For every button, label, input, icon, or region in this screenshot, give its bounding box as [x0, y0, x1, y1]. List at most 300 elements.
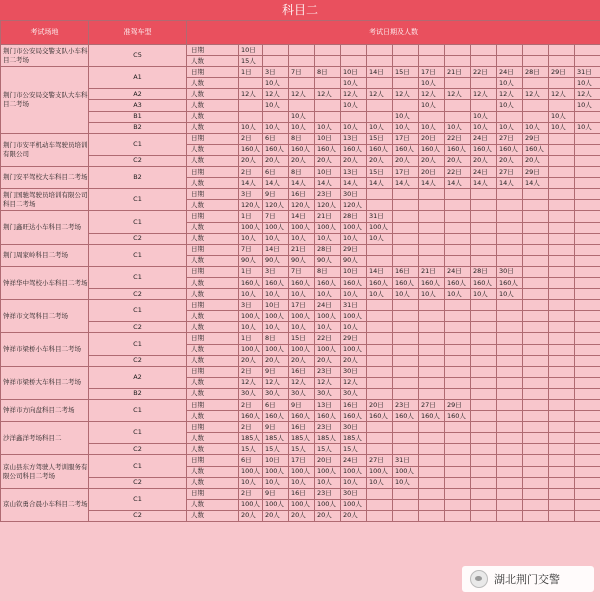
label-date: 日期	[187, 133, 239, 144]
date-cell	[367, 488, 393, 499]
count-cell: 15人	[289, 444, 315, 455]
label-people: 人数	[187, 411, 239, 422]
date-cell	[549, 133, 575, 144]
count-cell	[445, 100, 471, 111]
date-cell	[367, 244, 393, 255]
date-cell	[497, 400, 523, 411]
count-cell	[393, 322, 419, 333]
count-cell	[393, 100, 419, 111]
count-cell	[393, 233, 419, 244]
count-cell	[497, 477, 523, 488]
label-people: 人数	[187, 89, 239, 100]
count-cell: 20人	[315, 155, 341, 166]
date-cell: 3日	[239, 300, 263, 311]
car-type: C2	[89, 355, 187, 366]
date-cell: 6日	[263, 167, 289, 178]
date-cell: 1日	[239, 67, 263, 78]
date-cell: 24日	[445, 266, 471, 277]
count-cell	[393, 388, 419, 399]
count-cell: 10人	[315, 322, 341, 333]
date-cell	[445, 45, 471, 56]
count-cell	[549, 510, 575, 521]
count-cell: 100人	[239, 499, 263, 510]
date-cell: 23日	[393, 400, 419, 411]
count-cell	[393, 499, 419, 510]
label-people: 人数	[187, 388, 239, 399]
date-cell	[393, 422, 419, 433]
count-cell: 10人	[393, 122, 419, 133]
count-cell: 12人	[393, 89, 419, 100]
count-cell: 160人	[445, 277, 471, 288]
date-cell: 24日	[471, 167, 497, 178]
count-cell: 10人	[575, 78, 600, 89]
car-type: A2	[89, 366, 187, 388]
date-cell	[419, 45, 445, 56]
car-type: C1	[89, 400, 187, 422]
date-cell	[497, 244, 523, 255]
date-cell: 30日	[341, 189, 367, 200]
date-cell: 9日	[263, 189, 289, 200]
date-cell: 22日	[445, 167, 471, 178]
count-cell	[497, 377, 523, 388]
date-cell: 16日	[289, 189, 315, 200]
car-type: C2	[89, 322, 187, 333]
count-cell	[575, 322, 600, 333]
date-cell: 15日	[367, 133, 393, 144]
count-cell: 160人	[393, 411, 419, 422]
date-cell	[445, 300, 471, 311]
count-cell	[549, 411, 575, 422]
count-cell	[471, 100, 497, 111]
count-cell: 100人	[367, 466, 393, 477]
count-cell	[523, 322, 549, 333]
count-cell	[393, 377, 419, 388]
count-cell: 100人	[315, 222, 341, 233]
date-cell	[549, 189, 575, 200]
count-cell: 160人	[497, 144, 523, 155]
date-row	[1, 133, 600, 144]
date-cell	[445, 244, 471, 255]
count-cell	[523, 255, 549, 266]
date-cell: 10日	[341, 266, 367, 277]
date-cell: 27日	[497, 133, 523, 144]
count-cell: 10人	[289, 477, 315, 488]
count-cell	[497, 322, 523, 333]
people-row	[1, 111, 600, 122]
count-cell: 160人	[471, 144, 497, 155]
count-cell: 30人	[263, 388, 289, 399]
people-row	[1, 322, 600, 333]
label-people: 人数	[187, 444, 239, 455]
count-cell: 20人	[263, 155, 289, 166]
count-cell: 15人	[315, 444, 341, 455]
count-cell	[367, 433, 393, 444]
count-cell: 20人	[497, 155, 523, 166]
label-people: 人数	[187, 355, 239, 366]
count-cell: 160人	[367, 411, 393, 422]
count-cell: 120人	[315, 200, 341, 211]
date-cell	[497, 211, 523, 222]
count-cell	[445, 388, 471, 399]
wechat-icon	[470, 570, 488, 588]
count-cell: 160人	[445, 411, 471, 422]
date-cell	[263, 45, 289, 56]
count-cell	[549, 144, 575, 155]
count-cell	[523, 311, 549, 322]
count-cell	[471, 510, 497, 521]
count-cell	[419, 355, 445, 366]
count-cell	[575, 111, 600, 122]
count-cell: 160人	[315, 277, 341, 288]
car-type: C1	[89, 333, 187, 355]
car-type: C1	[89, 422, 187, 444]
date-cell: 23日	[315, 422, 341, 433]
count-cell: 20人	[341, 155, 367, 166]
exam-site-name: 钟祥市梁桥小车科目二考场	[1, 333, 89, 366]
date-cell: 8日	[289, 133, 315, 144]
count-cell: 160人	[393, 277, 419, 288]
count-cell: 10人	[263, 122, 289, 133]
date-row	[1, 400, 600, 411]
count-cell: 10人	[367, 122, 393, 133]
count-cell: 160人	[263, 144, 289, 155]
count-cell	[523, 222, 549, 233]
date-cell	[523, 266, 549, 277]
date-cell	[549, 455, 575, 466]
car-type: C2	[89, 444, 187, 455]
count-cell	[549, 289, 575, 300]
label-people: 人数	[187, 111, 239, 122]
count-cell: 100人	[263, 499, 289, 510]
exam-site-name: 荆门鑫旺达小车科目二考场	[1, 211, 89, 244]
exam-site-name: 荆门市公安局交警支队大车科目二考场	[1, 67, 89, 134]
date-cell: 2日	[239, 366, 263, 377]
date-cell	[393, 211, 419, 222]
date-cell	[523, 422, 549, 433]
label-people: 人数	[187, 499, 239, 510]
date-row	[1, 333, 600, 344]
count-cell: 100人	[289, 311, 315, 322]
exam-site-name: 钟祥市梁桥大车科目二考场	[1, 366, 89, 399]
count-cell: 20人	[523, 155, 549, 166]
count-cell: 12人	[549, 89, 575, 100]
count-cell	[575, 477, 600, 488]
date-cell: 2日	[239, 488, 263, 499]
count-cell	[367, 322, 393, 333]
count-cell: 20人	[239, 510, 263, 521]
count-cell	[575, 56, 600, 67]
count-cell	[445, 78, 471, 89]
watermark	[462, 566, 594, 592]
count-cell: 160人	[419, 277, 445, 288]
date-cell	[419, 211, 445, 222]
count-cell: 10人	[575, 100, 600, 111]
date-cell: 8日	[315, 266, 341, 277]
count-cell	[523, 277, 549, 288]
count-cell	[549, 277, 575, 288]
date-cell: 13日	[315, 400, 341, 411]
date-cell: 9日	[263, 422, 289, 433]
date-cell: 20日	[419, 133, 445, 144]
count-cell: 20人	[367, 155, 393, 166]
count-cell	[419, 477, 445, 488]
count-cell: 12人	[263, 89, 289, 100]
count-cell: 10人	[263, 322, 289, 333]
date-cell: 16日	[289, 488, 315, 499]
date-cell: 21日	[445, 67, 471, 78]
count-cell	[549, 477, 575, 488]
label-date: 日期	[187, 266, 239, 277]
count-cell: 100人	[315, 499, 341, 510]
count-cell: 10人	[289, 122, 315, 133]
date-cell: 31日	[341, 300, 367, 311]
car-type: C2	[89, 233, 187, 244]
count-cell	[471, 444, 497, 455]
header-car-type: 准驾车型	[89, 21, 187, 45]
date-cell	[419, 422, 445, 433]
count-cell: 14人	[497, 178, 523, 189]
count-cell: 160人	[315, 144, 341, 155]
count-cell: 15人	[239, 444, 263, 455]
date-cell: 22日	[315, 333, 341, 344]
count-cell: 14人	[289, 178, 315, 189]
count-cell: 10人	[289, 233, 315, 244]
car-type: C5	[89, 45, 187, 67]
date-cell	[289, 45, 315, 56]
date-cell: 29日	[341, 244, 367, 255]
date-cell: 30日	[341, 488, 367, 499]
count-cell	[315, 100, 341, 111]
label-people: 人数	[187, 277, 239, 288]
count-cell: 12人	[289, 377, 315, 388]
count-cell	[575, 433, 600, 444]
count-cell	[549, 255, 575, 266]
count-cell	[523, 233, 549, 244]
people-row	[1, 100, 600, 111]
count-cell	[289, 56, 315, 67]
count-cell: 160人	[341, 277, 367, 288]
car-type: B1	[89, 111, 187, 122]
date-cell: 2日	[239, 422, 263, 433]
count-cell: 10人	[575, 122, 600, 133]
count-cell	[471, 411, 497, 422]
count-cell: 10人	[497, 78, 523, 89]
count-cell: 12人	[341, 89, 367, 100]
label-people: 人数	[187, 255, 239, 266]
count-cell	[239, 111, 263, 122]
exam-site-name: 荆门市安平机动车驾驶员培训有限公司	[1, 133, 89, 166]
count-cell: 10人	[239, 322, 263, 333]
date-cell: 16日	[289, 366, 315, 377]
count-cell	[549, 178, 575, 189]
date-cell: 21日	[315, 211, 341, 222]
count-cell: 14人	[341, 178, 367, 189]
label-date: 日期	[187, 488, 239, 499]
label-date: 日期	[187, 333, 239, 344]
count-cell	[523, 411, 549, 422]
count-cell: 20人	[341, 355, 367, 366]
date-cell: 15日	[289, 333, 315, 344]
date-cell	[575, 300, 600, 311]
count-cell	[471, 311, 497, 322]
count-cell: 12人	[419, 89, 445, 100]
date-cell: 31日	[575, 67, 600, 78]
date-cell: 1日	[239, 211, 263, 222]
people-row	[1, 477, 600, 488]
count-cell: 90人	[341, 255, 367, 266]
count-cell	[549, 56, 575, 67]
count-cell	[445, 233, 471, 244]
label-date: 日期	[187, 400, 239, 411]
count-cell	[575, 377, 600, 388]
count-cell: 14人	[367, 178, 393, 189]
count-cell: 100人	[367, 222, 393, 233]
car-type: A3	[89, 100, 187, 111]
date-cell: 7日	[239, 244, 263, 255]
date-cell	[575, 422, 600, 433]
count-cell	[445, 377, 471, 388]
date-row	[1, 167, 600, 178]
watermark-text: 湖北荆门交警	[494, 573, 560, 586]
count-cell	[471, 322, 497, 333]
car-type: A2	[89, 89, 187, 100]
people-row	[1, 122, 600, 133]
date-cell	[445, 455, 471, 466]
count-cell: 14人	[445, 178, 471, 189]
count-cell: 10人	[497, 100, 523, 111]
label-date: 日期	[187, 189, 239, 200]
count-cell: 10人	[471, 122, 497, 133]
date-cell: 13日	[341, 133, 367, 144]
date-row	[1, 455, 600, 466]
exam-site-name: 荆门国驰驾驶员培训有限公司科目二考场	[1, 189, 89, 211]
count-cell: 160人	[239, 411, 263, 422]
count-cell: 10人	[239, 477, 263, 488]
date-cell: 29日	[523, 167, 549, 178]
date-cell: 3日	[263, 266, 289, 277]
people-row	[1, 89, 600, 100]
count-cell	[497, 355, 523, 366]
date-cell: 22日	[471, 67, 497, 78]
count-cell	[367, 355, 393, 366]
date-cell: 17日	[289, 455, 315, 466]
date-cell	[575, 266, 600, 277]
date-cell	[471, 244, 497, 255]
count-cell	[367, 78, 393, 89]
date-cell: 6日	[239, 455, 263, 466]
count-cell: 10人	[289, 322, 315, 333]
count-cell	[471, 477, 497, 488]
count-cell: 120人	[341, 200, 367, 211]
label-date: 日期	[187, 211, 239, 222]
date-cell	[549, 244, 575, 255]
count-cell: 14人	[471, 178, 497, 189]
count-cell: 100人	[341, 222, 367, 233]
people-row	[1, 289, 600, 300]
count-cell: 10人	[289, 289, 315, 300]
count-cell	[523, 433, 549, 444]
car-type: C2	[89, 510, 187, 521]
date-cell: 7日	[263, 211, 289, 222]
count-cell	[367, 56, 393, 67]
date-cell: 24日	[341, 455, 367, 466]
count-cell	[367, 311, 393, 322]
date-cell	[549, 422, 575, 433]
date-cell	[497, 333, 523, 344]
date-cell: 9日	[263, 488, 289, 499]
date-cell: 8日	[315, 67, 341, 78]
count-cell: 100人	[341, 344, 367, 355]
count-cell: 100人	[341, 499, 367, 510]
count-cell: 10人	[393, 111, 419, 122]
count-cell: 10人	[419, 289, 445, 300]
date-cell	[523, 300, 549, 311]
count-cell: 10人	[471, 289, 497, 300]
count-cell	[419, 388, 445, 399]
car-type: C1	[89, 266, 187, 288]
date-cell	[575, 488, 600, 499]
count-cell	[523, 388, 549, 399]
count-cell	[445, 322, 471, 333]
count-cell: 10人	[263, 100, 289, 111]
count-cell: 100人	[393, 466, 419, 477]
date-cell: 17日	[419, 67, 445, 78]
date-cell	[419, 244, 445, 255]
count-cell	[497, 233, 523, 244]
date-cell: 8日	[289, 167, 315, 178]
count-cell: 160人	[445, 144, 471, 155]
count-cell: 12人	[367, 89, 393, 100]
count-cell	[419, 200, 445, 211]
count-cell	[471, 56, 497, 67]
count-cell: 20人	[263, 510, 289, 521]
date-cell: 29日	[445, 400, 471, 411]
count-cell: 20人	[341, 510, 367, 521]
count-cell	[445, 355, 471, 366]
date-cell	[497, 300, 523, 311]
date-cell: 28日	[471, 266, 497, 277]
count-cell	[497, 411, 523, 422]
date-cell: 6日	[263, 133, 289, 144]
count-cell: 20人	[471, 155, 497, 166]
count-cell: 20人	[315, 510, 341, 521]
count-cell	[367, 111, 393, 122]
count-cell	[419, 311, 445, 322]
count-cell: 10人	[393, 477, 419, 488]
count-cell: 10人	[341, 122, 367, 133]
count-cell	[471, 433, 497, 444]
date-cell	[393, 366, 419, 377]
date-cell	[341, 45, 367, 56]
date-cell: 2日	[239, 133, 263, 144]
count-cell	[419, 377, 445, 388]
date-cell	[523, 211, 549, 222]
count-cell	[575, 289, 600, 300]
date-cell	[575, 167, 600, 178]
count-cell	[341, 111, 367, 122]
date-cell	[393, 333, 419, 344]
count-cell	[315, 111, 341, 122]
count-cell	[549, 311, 575, 322]
date-cell: 16日	[341, 400, 367, 411]
count-cell: 185人	[263, 433, 289, 444]
count-cell	[367, 510, 393, 521]
count-cell: 20人	[239, 355, 263, 366]
date-cell	[445, 333, 471, 344]
count-cell: 10人	[393, 289, 419, 300]
date-cell: 21日	[419, 266, 445, 277]
date-cell: 31日	[393, 455, 419, 466]
